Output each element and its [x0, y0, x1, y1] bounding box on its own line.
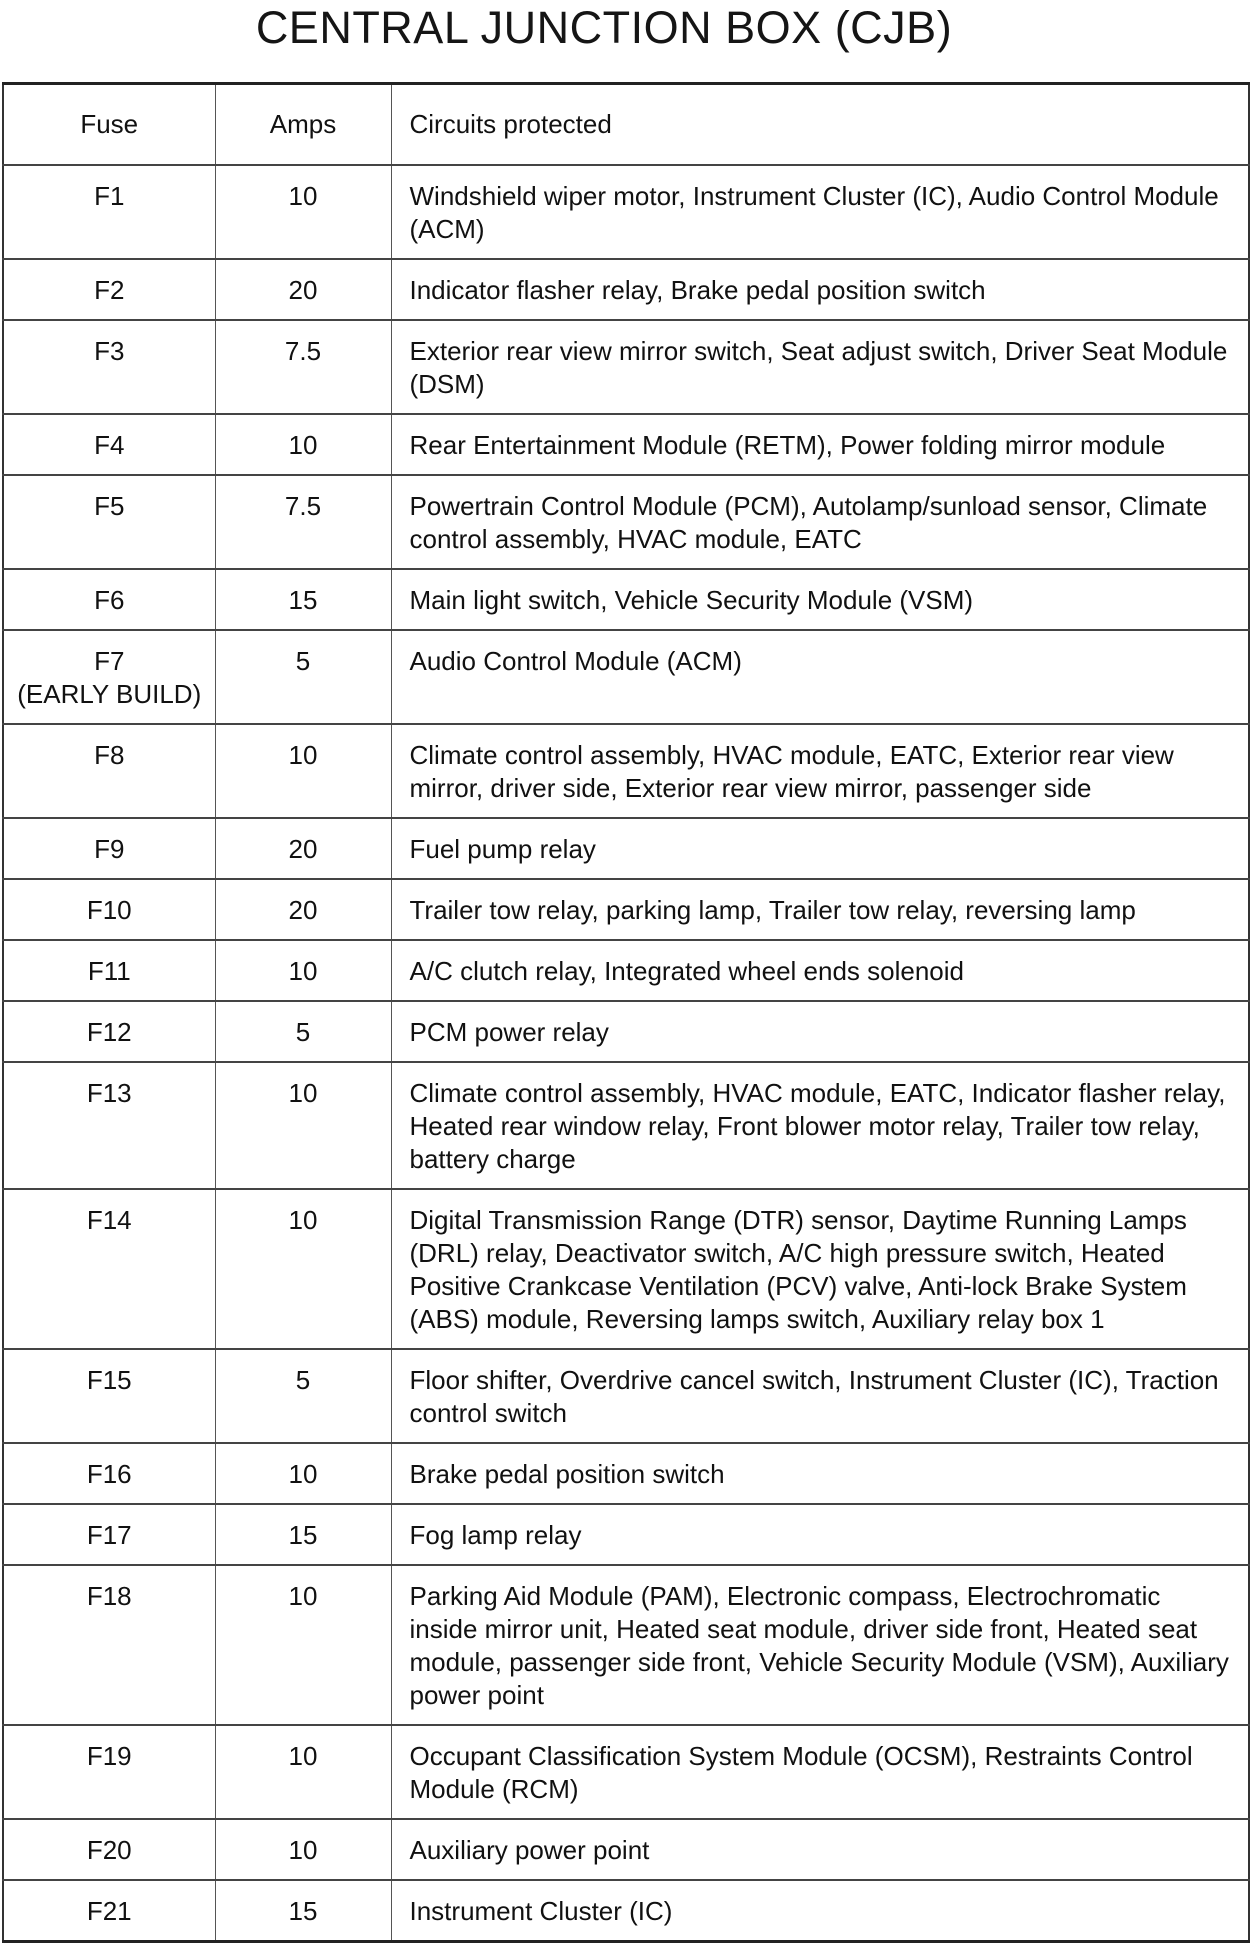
amps-cell: 15 [215, 569, 391, 630]
fuse-number: F2 [94, 275, 125, 305]
fuse-cell [3, 724, 215, 818]
amps-cell: 10 [215, 724, 391, 818]
circuits-cell: Fog lamp relay [391, 1504, 1249, 1565]
fuse-number: F20 [86, 1835, 132, 1865]
fuse-number: F16 [86, 1459, 132, 1489]
fuse-cell [3, 569, 215, 630]
circuits-cell: PCM power relay [391, 1001, 1249, 1062]
fuse-cell [3, 1349, 215, 1443]
fuse-number: F5 [94, 491, 125, 521]
fuse-number: F9 [94, 834, 125, 864]
circuits-cell: Windshield wiper motor, Instrument Cluster (IC), Audio Control Module (ACM) [391, 165, 1249, 259]
table-row [3, 1880, 1249, 1942]
circuits-cell: Rear Entertainment Module (RETM), Power folding mirror module [391, 414, 1249, 475]
circuits-cell: Instrument Cluster (IC) [391, 1880, 1249, 1942]
table-row [3, 320, 1249, 414]
circuits-cell: Floor shifter, Overdrive cancel switch, Instrument Cluster (IC), Traction control switch [391, 1349, 1249, 1443]
circuits-cell: A/C clutch relay, Integrated wheel ends solenoid [391, 940, 1249, 1001]
column-header-circuits: Circuits protected [391, 84, 1249, 166]
fuse-number: F7 [94, 646, 125, 676]
fuse-cell [3, 1725, 215, 1819]
fuse-number: F8 [94, 740, 125, 770]
fuse-cell [3, 1001, 215, 1062]
table-row [3, 259, 1249, 320]
table-row [3, 414, 1249, 475]
amps-cell: 7.5 [215, 320, 391, 414]
table-header-row [3, 84, 1249, 166]
table-row [3, 1349, 1249, 1443]
circuits-cell: Auxiliary power point [391, 1819, 1249, 1880]
fuse-number: F14 [86, 1205, 132, 1235]
table-row [3, 1504, 1249, 1565]
circuits-cell: Exterior rear view mirror switch, Seat adjust switch, Driver Seat Module (DSM) [391, 320, 1249, 414]
amps-cell: 10 [215, 940, 391, 1001]
fuse-cell [3, 320, 215, 414]
amps-cell: 15 [215, 1880, 391, 1942]
table-row [3, 879, 1249, 940]
fuse-number: F1 [94, 181, 125, 211]
amps-cell: 5 [215, 630, 391, 724]
circuits-cell: Audio Control Module (ACM) [391, 630, 1249, 724]
fuse-cell [3, 1504, 215, 1565]
table-row [3, 569, 1249, 630]
amps-cell: 20 [215, 259, 391, 320]
circuits-cell: Indicator flasher relay, Brake pedal position switch [391, 259, 1249, 320]
amps-cell: 7.5 [215, 475, 391, 569]
amps-cell: 10 [215, 1819, 391, 1880]
circuits-cell: Climate control assembly, HVAC module, EATC, Indicator flasher relay, Heated rear window relay, Front blower motor relay, Trailer tow relay, battery charge [391, 1062, 1249, 1189]
fuse-cell [3, 1062, 215, 1189]
amps-cell: 10 [215, 1565, 391, 1725]
fuse-cell [3, 475, 215, 569]
fuse-cell [3, 818, 215, 879]
fuse-number: F21 [86, 1896, 132, 1926]
circuits-cell: Occupant Classification System Module (OCSM), Restraints Control Module (RCM) [391, 1725, 1249, 1819]
page-title: CENTRAL JUNCTION BOX (CJB) [255, 2, 953, 53]
fuse-table [2, 82, 1250, 1943]
table-row [3, 940, 1249, 1001]
circuits-cell: Digital Transmission Range (DTR) sensor, Daytime Running Lamps (DRL) relay, Deactivator switch, A/C high pressure switch, Heated Positive Crankcase Ventilation (PCV) valve, Anti-lock Brake System (ABS) module, Reversing lamps switch, Auxiliary relay box 1 [391, 1189, 1249, 1349]
amps-cell: 10 [215, 1725, 391, 1819]
fuse-number: F18 [86, 1581, 132, 1611]
fuse-cell [3, 414, 215, 475]
fuse-number: F3 [94, 336, 125, 366]
circuits-cell: Main light switch, Vehicle Security Module (VSM) [391, 569, 1249, 630]
circuits-cell: Trailer tow relay, parking lamp, Trailer tow relay, reversing lamp [391, 879, 1249, 940]
amps-cell: 10 [215, 165, 391, 259]
amps-cell: 15 [215, 1504, 391, 1565]
table-row [3, 165, 1249, 259]
fuse-cell [3, 940, 215, 1001]
fuse-cell [3, 1565, 215, 1725]
amps-cell: 10 [215, 1443, 391, 1504]
table-row [3, 818, 1249, 879]
circuits-cell: Powertrain Control Module (PCM), Autolamp/sunload sensor, Climate control assembly, HVAC module, EATC [391, 475, 1249, 569]
fuse-number: F13 [86, 1078, 132, 1108]
table-row [3, 1565, 1249, 1725]
table-row [3, 1189, 1249, 1349]
fuse-number: F12 [86, 1017, 132, 1047]
fuse-number: F10 [86, 895, 132, 925]
fuse-number: F11 [87, 956, 131, 986]
table-row [3, 1062, 1249, 1189]
amps-cell: 20 [215, 879, 391, 940]
amps-cell: 10 [215, 1189, 391, 1349]
amps-cell: 5 [215, 1001, 391, 1062]
fuse-cell [3, 879, 215, 940]
fuse-number: F6 [94, 585, 125, 615]
circuits-cell: Parking Aid Module (PAM), Electronic compass, Electrochromatic inside mirror unit, Heated seat module, driver side front, Heated seat module, passenger side front, Vehicle Security Module (VSM), Auxiliary power point [391, 1565, 1249, 1725]
fuse-cell [3, 1189, 215, 1349]
fuse-cell [3, 1880, 215, 1942]
amps-cell: 10 [215, 1062, 391, 1189]
amps-cell: 10 [215, 414, 391, 475]
circuits-cell: Climate control assembly, HVAC module, EATC, Exterior rear view mirror, driver side, Exterior rear view mirror, passenger side [391, 724, 1249, 818]
table-row [3, 724, 1249, 818]
fuse-number: F19 [86, 1741, 132, 1771]
table-row [3, 1443, 1249, 1504]
table-row [3, 1001, 1249, 1062]
amps-cell: 20 [215, 818, 391, 879]
fuse-rows [3, 165, 1249, 1942]
column-header-fuse: Fuse [3, 84, 215, 166]
fuse-cell [3, 1443, 215, 1504]
fuse-note: (EARLY BUILD) [17, 679, 202, 709]
table-row [3, 1819, 1249, 1880]
table-row [3, 630, 1249, 724]
fuse-cell [3, 630, 215, 724]
fuse-number: F17 [86, 1520, 132, 1550]
table-row [3, 475, 1249, 569]
fuse-cell [3, 1819, 215, 1880]
column-header-amps: Amps [215, 84, 391, 166]
circuits-cell: Fuel pump relay [391, 818, 1249, 879]
fuse-cell [3, 259, 215, 320]
circuits-cell: Brake pedal position switch [391, 1443, 1249, 1504]
fuse-number: F4 [94, 430, 125, 460]
fuse-number: F15 [86, 1365, 132, 1395]
table-row [3, 1725, 1249, 1819]
fuse-cell [3, 165, 215, 259]
amps-cell: 5 [215, 1349, 391, 1443]
